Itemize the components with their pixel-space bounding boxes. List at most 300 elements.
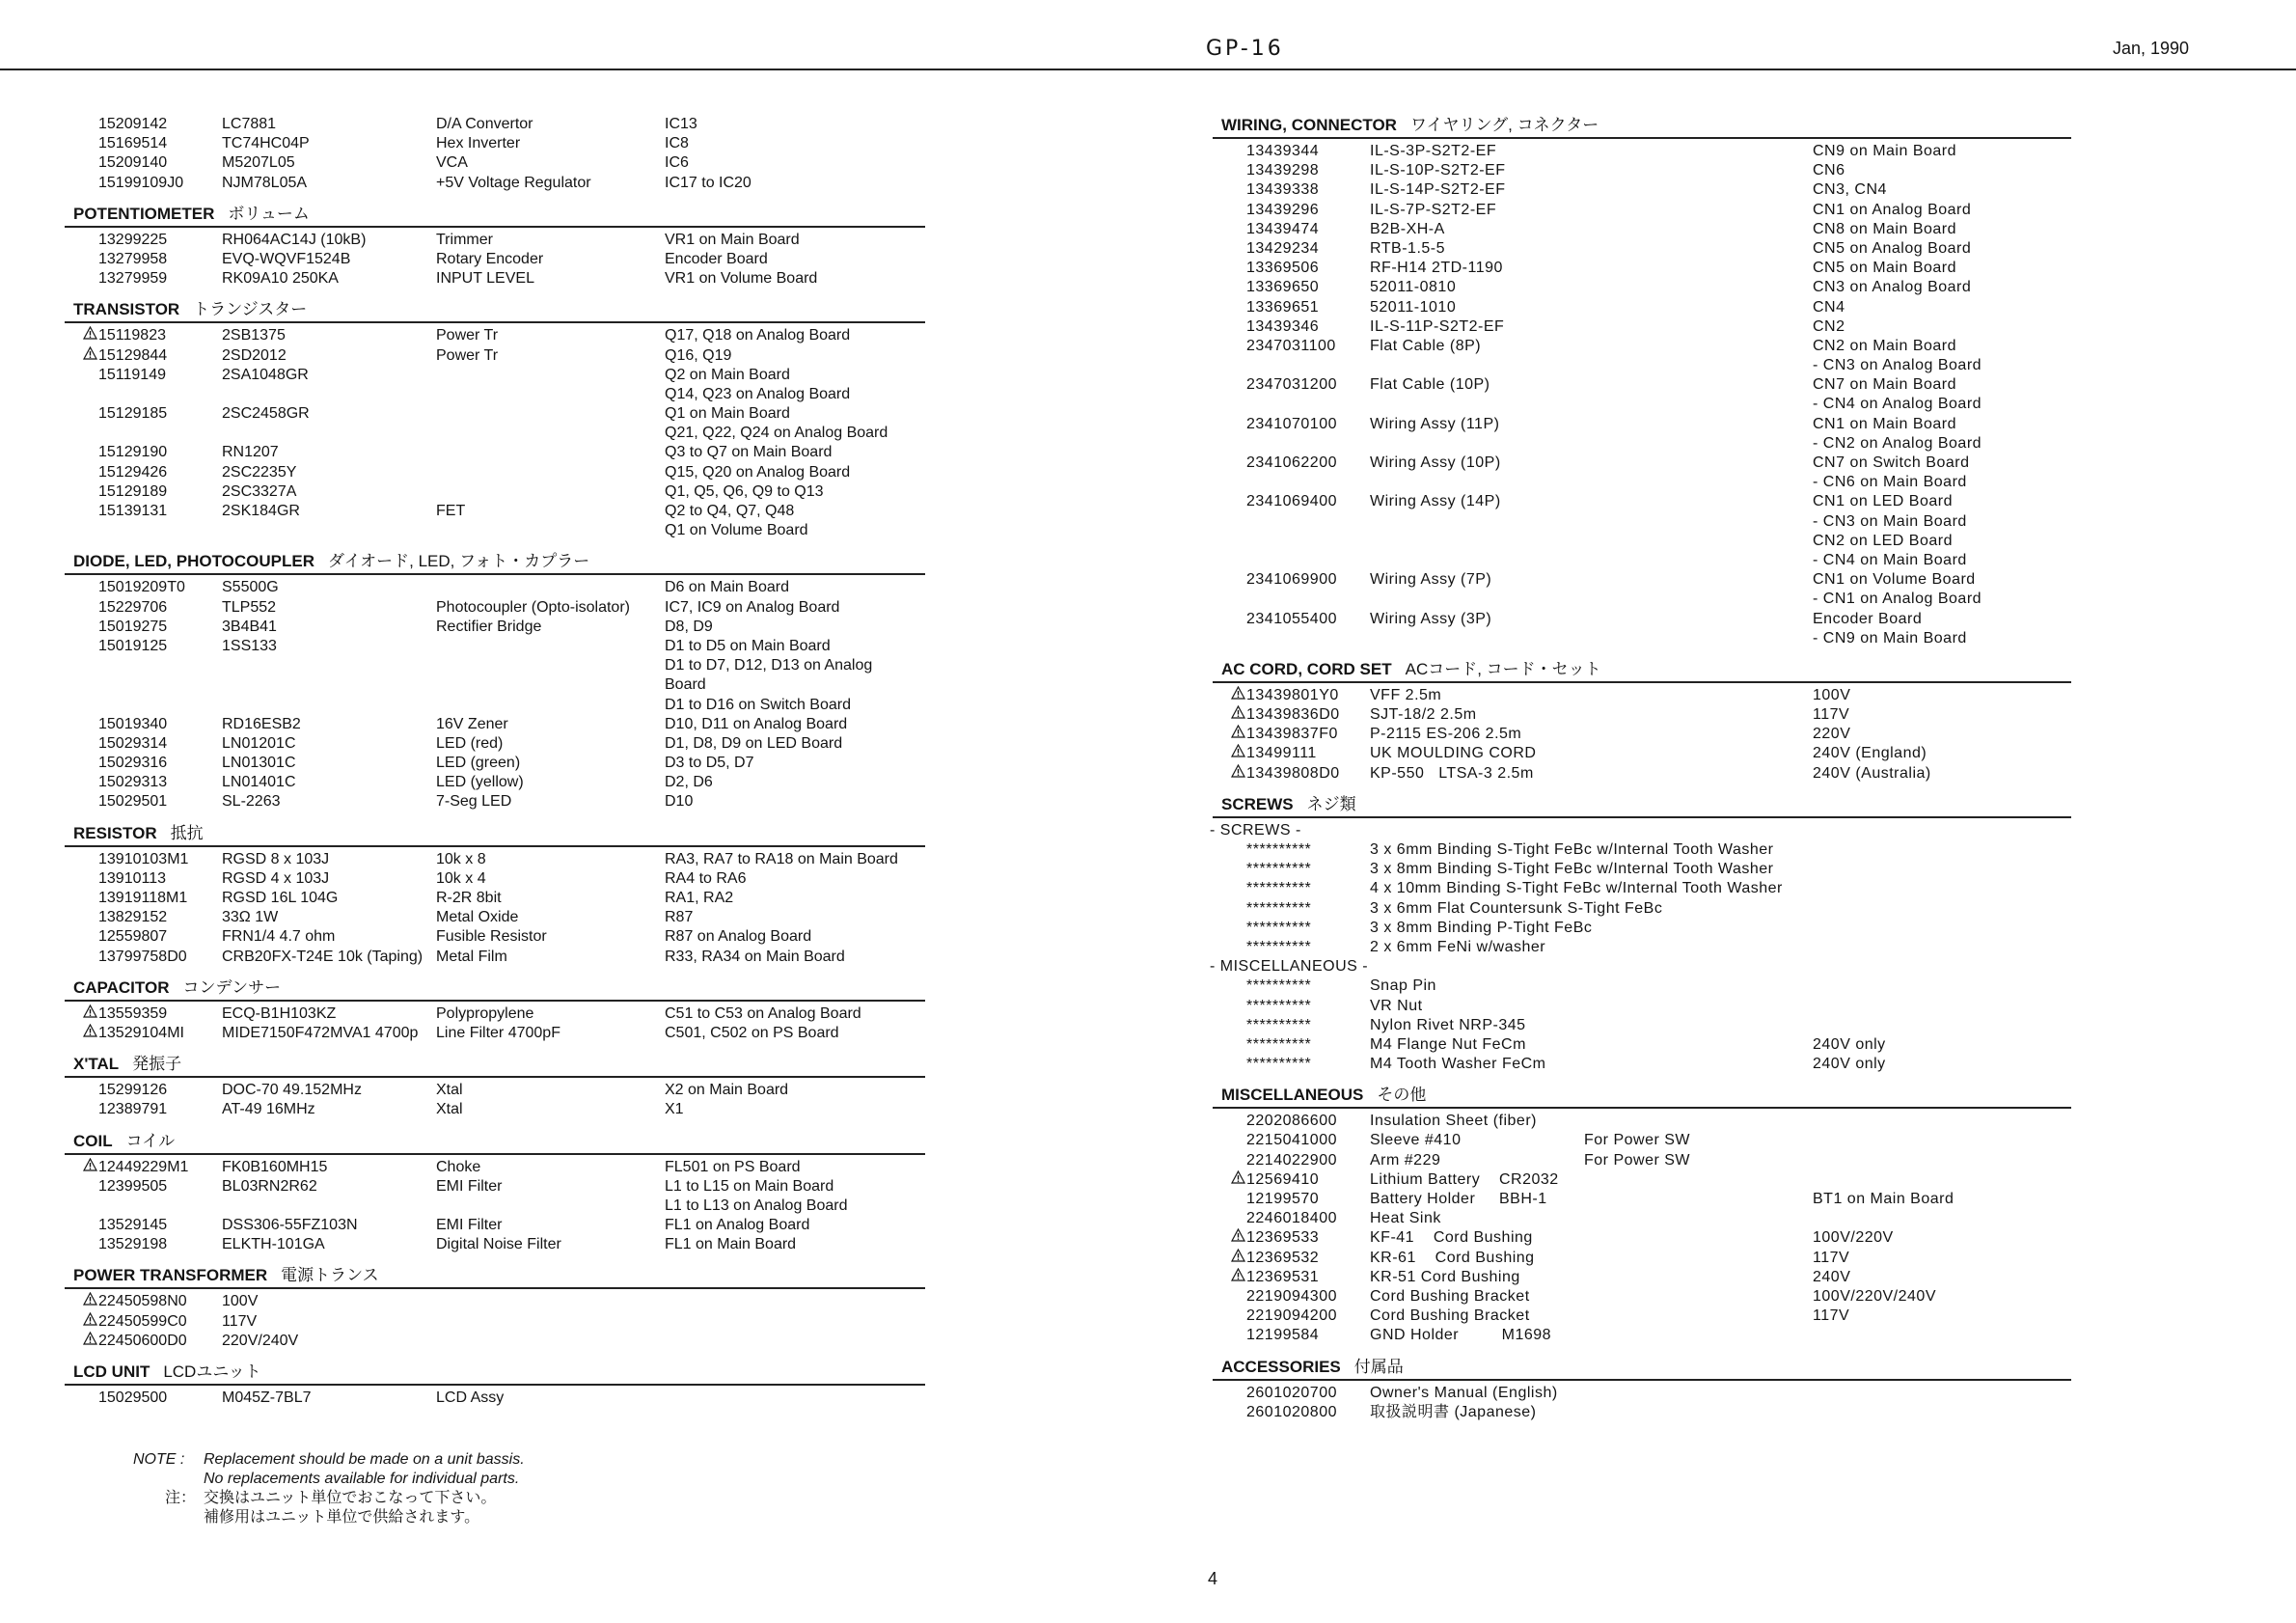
parts-section xyxy=(65,977,925,1043)
part-description: 10k x 8 xyxy=(436,850,486,867)
parts-section xyxy=(1213,1356,2071,1422)
part-location: 220V xyxy=(1813,726,1851,743)
page-number: 4 xyxy=(1208,1569,1218,1588)
safety-warning-icon xyxy=(83,1024,97,1037)
part-row xyxy=(65,174,925,193)
parts-section xyxy=(65,1130,925,1255)
part-number: 15029501 xyxy=(98,793,168,811)
part-location: Q1 on Volume Board xyxy=(665,522,808,539)
part-name: 117V xyxy=(222,1312,258,1330)
part-row xyxy=(65,1158,925,1177)
part-location: CN8 on Main Board xyxy=(1813,220,1957,237)
part-location: CN9 on Main Board xyxy=(1813,143,1957,159)
parts-section xyxy=(65,1264,925,1351)
part-name: 3B4B41 xyxy=(222,618,277,635)
section-rows xyxy=(65,847,925,967)
part-location: CN2 on LED Board xyxy=(1813,532,1953,549)
section-title-japanese: ネジ類 xyxy=(1306,794,1356,813)
part-row xyxy=(65,1235,925,1254)
part-name: Flat Cable (8P) xyxy=(1370,337,1482,354)
part-name: 100V xyxy=(222,1293,259,1310)
part-location: X2 on Main Board xyxy=(665,1082,789,1099)
part-number: 12199584 xyxy=(1246,1327,1320,1344)
part-description: Metal Oxide xyxy=(436,909,519,926)
part-row xyxy=(1213,551,2071,570)
safety-warning-icon xyxy=(83,326,97,340)
safety-warning-icon xyxy=(83,1332,97,1345)
part-name: Wiring Assy (11P) xyxy=(1370,415,1500,432)
part-name: Insulation Sheet (fiber) xyxy=(1370,1113,1537,1130)
part-description: Digital Noise Filter xyxy=(436,1236,561,1253)
section-title: AC CORD, CORD SET xyxy=(1221,659,1392,678)
part-name: LC7881 xyxy=(222,116,277,132)
part-number: 13439808D0 xyxy=(1246,764,1340,782)
part-number: 15299126 xyxy=(98,1082,168,1099)
part-name: 2SC2235Y xyxy=(222,463,297,481)
part-row xyxy=(65,715,925,734)
part-location: Encoder Board xyxy=(1813,610,1923,627)
part-row xyxy=(65,463,925,482)
part-name: FK0B160MH15 xyxy=(222,1158,328,1175)
part-description: Metal Film xyxy=(436,948,507,965)
parts-section xyxy=(65,203,925,289)
part-row xyxy=(65,1292,925,1311)
part-number: 12389791 xyxy=(98,1101,168,1118)
section-title: POWER TRANSFORMER xyxy=(73,1266,268,1285)
part-row xyxy=(1210,957,2071,977)
part-row xyxy=(1213,1016,2071,1035)
parts-section xyxy=(1213,114,2071,648)
part-location: 240V xyxy=(1813,1268,1851,1285)
part-number: 12199570 xyxy=(1246,1191,1320,1207)
part-location: RA4 to RA6 xyxy=(665,869,747,887)
part-location: VR1 on Volume Board xyxy=(665,270,818,288)
part-row xyxy=(65,250,925,269)
section-title-japanese: トランジスター xyxy=(193,300,308,319)
part-row xyxy=(1213,1170,2071,1190)
part-name: Snap Pin xyxy=(1370,977,1436,995)
part-row xyxy=(1213,434,2071,454)
section-heading xyxy=(1213,793,2071,818)
section-title-japanese: ボリューム xyxy=(228,204,310,223)
part-location: IC8 xyxy=(665,135,689,152)
part-description: D/A Convertor xyxy=(436,116,533,132)
part-location: 117V xyxy=(1813,1307,1850,1325)
part-row xyxy=(1213,337,2071,356)
part-row xyxy=(1213,860,2071,879)
parts-section xyxy=(1213,658,2071,784)
part-row xyxy=(1213,220,2071,239)
part-name: 2SC3327A xyxy=(222,482,297,500)
parts-section xyxy=(1213,1084,2071,1345)
safety-warning-icon xyxy=(1231,686,1245,700)
part-row xyxy=(65,754,925,773)
section-heading xyxy=(65,822,925,847)
part-number: 13439837F0 xyxy=(1246,726,1338,743)
part-description: INPUT LEVEL xyxy=(436,270,534,288)
part-number: 2341062200 xyxy=(1246,454,1337,471)
part-location: D6 on Main Board xyxy=(665,579,789,596)
section-rows xyxy=(1210,818,2071,1074)
part-number: 13279958 xyxy=(98,250,168,267)
part-name: UK MOULDING CORD xyxy=(1370,745,1537,762)
part-description: EMI Filter xyxy=(436,1177,503,1195)
part-location: CN1 on LED Board xyxy=(1813,493,1953,510)
part-row xyxy=(1213,532,2071,551)
part-description: LCD Assy xyxy=(436,1389,505,1406)
part-location: CN2 on Main Board xyxy=(1813,337,1957,354)
part-row xyxy=(1213,1384,2071,1403)
part-name: Wiring Assy (3P) xyxy=(1370,610,1492,627)
part-number: ********** xyxy=(1246,938,1312,955)
part-number: 15019125 xyxy=(98,637,168,654)
part-name: SL-2263 xyxy=(222,793,281,811)
part-number: 15029314 xyxy=(98,734,168,752)
part-location: C51 to C53 on Analog Board xyxy=(665,1004,861,1022)
part-location: BT1 on Main Board xyxy=(1813,1191,1954,1207)
part-name: P-2115 ES-206 2.5m xyxy=(1370,726,1522,743)
part-row xyxy=(65,869,925,889)
part-number: 22450600D0 xyxy=(98,1332,187,1349)
part-location: D3 to D5, D7 xyxy=(665,755,754,772)
part-location: CN5 on Main Board xyxy=(1813,260,1957,277)
part-number: 13559359 xyxy=(98,1004,168,1022)
part-row xyxy=(1213,997,2071,1016)
safety-warning-icon xyxy=(83,1292,97,1306)
part-location: 117V xyxy=(1813,1249,1850,1266)
part-name: S5500G xyxy=(222,579,279,596)
section-title: COIL xyxy=(73,1131,113,1150)
part-row xyxy=(1213,1403,2071,1422)
part-row xyxy=(1213,629,2071,648)
section-title-japanese: コイル xyxy=(125,1131,176,1150)
part-name: IL-S-10P-S2T2-EF xyxy=(1370,162,1506,179)
part-name: RF-H14 2TD-1190 xyxy=(1370,260,1503,277)
section-rows xyxy=(65,1386,925,1408)
section-rows xyxy=(65,1155,925,1255)
safety-warning-icon xyxy=(1231,1170,1245,1184)
section-title-japanese: 抵抗 xyxy=(170,823,204,842)
part-row xyxy=(1213,142,2071,161)
part-row xyxy=(1213,317,2071,337)
part-row xyxy=(65,1004,925,1024)
document-date: Jan, 1990 xyxy=(2113,39,2190,58)
part-number: 2341069900 xyxy=(1246,571,1337,589)
parts-section xyxy=(1210,793,2071,1074)
part-name: KR-61 Cord Bushing xyxy=(1370,1249,1535,1266)
part-name: 52011-1010 xyxy=(1370,298,1457,316)
part-name: Lithium Battery CR2032 xyxy=(1370,1170,1559,1188)
part-name: RK09A10 250KA xyxy=(222,270,339,288)
part-number: 13439346 xyxy=(1246,317,1320,335)
part-row xyxy=(65,115,925,134)
part-row xyxy=(1213,1287,2071,1307)
part-row xyxy=(65,326,925,345)
part-row xyxy=(65,927,925,947)
part-location: D10, D11 on Analog Board xyxy=(665,715,848,732)
part-number: 15129189 xyxy=(98,482,168,500)
note-jp-line-2: 補修用はユニット単位で供給されます。 xyxy=(204,1509,480,1526)
part-location: 100V xyxy=(1813,686,1851,703)
part-location: Q1, Q5, Q6, Q9 to Q13 xyxy=(665,482,824,500)
part-number: 13279959 xyxy=(98,270,168,288)
part-name: FRN1/4 4.7 ohm xyxy=(222,928,336,946)
note-jp-line-1: 交換はユニット単位でおこなって下さい。 xyxy=(204,1490,497,1506)
right-parts-column xyxy=(1210,114,2071,1422)
part-location: IC6 xyxy=(665,154,689,172)
section-rows xyxy=(65,1289,925,1351)
part-location: 240V only xyxy=(1813,1056,1886,1073)
part-row xyxy=(1213,201,2071,220)
part-number: 13529104MI xyxy=(98,1024,184,1041)
part-description: Fusible Resistor xyxy=(436,928,547,946)
part-name: 3 x 8mm Binding S-Tight FeBc w/Internal Tooth Washer xyxy=(1370,861,1774,878)
part-name: Wiring Assy (7P) xyxy=(1370,571,1492,589)
part-number: 2341070100 xyxy=(1246,415,1337,432)
part-number: 15119149 xyxy=(98,366,166,383)
part-name: 2SC2458GR xyxy=(222,405,310,423)
section-title: ACCESSORIES xyxy=(1221,1357,1341,1376)
part-row xyxy=(1213,590,2071,609)
part-number: 13829152 xyxy=(98,909,168,926)
part-name: GND Holder M1698 xyxy=(1370,1327,1552,1344)
section-title-japanese: ダイオード, LED, フォト・カプラー xyxy=(328,552,590,571)
safety-warning-icon xyxy=(1231,1228,1245,1242)
section-heading xyxy=(65,203,925,228)
part-number: 2214022900 xyxy=(1246,1151,1337,1169)
part-row xyxy=(65,502,925,521)
subgroup-label: - SCREWS - xyxy=(1210,821,1301,839)
part-location: Q1 on Main Board xyxy=(665,405,790,423)
section-heading xyxy=(1213,658,2071,683)
part-row xyxy=(65,521,925,540)
part-location: Q14, Q23 on Analog Board xyxy=(665,385,851,402)
part-description: 7-Seg LED xyxy=(436,793,512,811)
part-name: VFF 2.5m xyxy=(1370,686,1442,703)
part-location: CN1 on Main Board xyxy=(1813,415,1957,432)
part-location: IC17 to IC20 xyxy=(665,174,752,191)
section-heading xyxy=(65,977,925,1002)
part-row xyxy=(1213,415,2071,434)
safety-warning-icon xyxy=(1231,725,1245,738)
part-location: X1 xyxy=(665,1101,684,1118)
part-row xyxy=(1213,454,2071,473)
safety-warning-icon xyxy=(1231,705,1245,719)
part-number: 15209140 xyxy=(98,154,168,172)
part-name: RGSD 8 x 103J xyxy=(222,850,330,867)
safety-warning-icon xyxy=(1231,764,1245,778)
part-name: Nylon Rivet NRP-345 xyxy=(1370,1016,1526,1033)
part-description: VCA xyxy=(436,154,468,172)
part-number: 2347031100 xyxy=(1246,337,1336,354)
note-line-2: No replacements available for individual parts. xyxy=(204,1471,520,1487)
part-number: ********** xyxy=(1246,899,1312,917)
part-name: NJM78L05A xyxy=(222,174,308,191)
part-row xyxy=(65,153,925,173)
part-number: 15129426 xyxy=(98,463,168,481)
part-location: - CN6 on Main Board xyxy=(1813,474,1967,491)
part-name: TC74HC04P xyxy=(222,135,310,152)
part-row xyxy=(1213,356,2071,375)
part-location: - CN2 on Analog Board xyxy=(1813,434,1982,452)
section-heading xyxy=(65,298,925,323)
part-name: ECQ-B1H103KZ xyxy=(222,1004,337,1022)
part-location: R87 xyxy=(665,909,694,926)
section-heading xyxy=(65,1264,925,1289)
part-row xyxy=(1213,1131,2071,1150)
part-row xyxy=(65,792,925,812)
part-number: 13369650 xyxy=(1246,279,1320,296)
section-rows xyxy=(1213,1381,2071,1422)
part-number: 13439296 xyxy=(1246,201,1320,218)
part-description: 16V Zener xyxy=(436,715,508,732)
part-row xyxy=(65,889,925,908)
section-rows xyxy=(1213,1109,2071,1345)
part-row xyxy=(65,637,925,656)
part-row xyxy=(1213,512,2071,532)
part-location: D1 to D16 on Switch Board xyxy=(665,696,851,713)
part-number: 2202086600 xyxy=(1246,1113,1337,1130)
part-row xyxy=(1213,1035,2071,1055)
part-location: CN1 on Volume Board xyxy=(1813,571,1976,589)
part-description: For Power SW xyxy=(1584,1132,1691,1149)
part-location: 240V (Australia) xyxy=(1813,764,1931,782)
part-number: 15019275 xyxy=(98,618,168,635)
part-location: IC7, IC9 on Analog Board xyxy=(665,598,840,616)
part-row xyxy=(1213,161,2071,180)
header-divider xyxy=(0,69,2296,70)
part-location: Encoder Board xyxy=(665,250,768,267)
part-name: DSS306-55FZ103N xyxy=(222,1217,358,1234)
section-title: TRANSISTOR xyxy=(73,300,180,319)
part-number: 13499111 xyxy=(1246,745,1317,762)
section-title-japanese: 電源トランス xyxy=(281,1266,379,1285)
parts-section xyxy=(65,1053,925,1119)
part-name: KP-550 LTSA-3 2.5m xyxy=(1370,764,1534,782)
part-name: RTB-1.5-5 xyxy=(1370,239,1446,257)
part-number: ********** xyxy=(1246,997,1312,1014)
part-name: 3 x 6mm Flat Countersunk S-Tight FeBc xyxy=(1370,899,1663,917)
part-location: D1, D8, D9 on LED Board xyxy=(665,734,843,752)
section-title: RESISTOR xyxy=(73,823,157,842)
safety-warning-icon xyxy=(83,1158,97,1171)
part-name: SJT-18/2 2.5m xyxy=(1370,706,1477,724)
part-row xyxy=(65,1100,925,1119)
part-name: B2B-XH-A xyxy=(1370,220,1445,237)
part-row xyxy=(1213,473,2071,492)
section-rows xyxy=(65,115,925,193)
part-row xyxy=(1213,879,2071,898)
part-name: 4 x 10mm Binding S-Tight FeBc w/Internal Tooth Washer xyxy=(1370,880,1783,897)
part-name: 1SS133 xyxy=(222,637,277,654)
part-number: 15139131 xyxy=(98,503,168,519)
part-name: 33Ω 1W xyxy=(222,909,279,926)
part-location: CN3 on Analog Board xyxy=(1813,279,1972,296)
part-location: CN1 on Analog Board xyxy=(1813,201,1972,218)
part-number: 12369531 xyxy=(1246,1268,1320,1285)
part-number: 2246018400 xyxy=(1246,1210,1337,1227)
part-name: M045Z-7BL7 xyxy=(222,1389,312,1406)
part-name: IL-S-11P-S2T2-EF xyxy=(1370,317,1505,335)
part-location: C501, C502 on PS Board xyxy=(665,1024,839,1041)
part-location: Q3 to Q7 on Main Board xyxy=(665,444,833,461)
part-row xyxy=(1213,239,2071,259)
part-name: LN01301C xyxy=(222,755,296,772)
section-heading xyxy=(65,1361,925,1386)
part-name: Wiring Assy (14P) xyxy=(1370,493,1501,510)
document-model-title: GP-16 xyxy=(1206,37,1284,61)
part-row xyxy=(1213,1055,2071,1074)
part-number: ********** xyxy=(1246,1016,1312,1033)
part-number: 12569410 xyxy=(1246,1170,1320,1188)
part-name: Heat Sink xyxy=(1370,1210,1441,1227)
part-row xyxy=(1213,919,2071,938)
part-name: KF-41 Cord Bushing xyxy=(1370,1229,1533,1247)
part-location: Board xyxy=(665,676,706,694)
part-number: 13439338 xyxy=(1246,181,1320,199)
section-heading xyxy=(65,550,925,575)
part-name: Cord Bushing Bracket xyxy=(1370,1287,1530,1305)
part-name: Sleeve #410 xyxy=(1370,1132,1462,1149)
part-name: Owner's Manual (English) xyxy=(1370,1384,1558,1401)
part-location: FL1 on Analog Board xyxy=(665,1217,810,1234)
section-title: WIRING, CONNECTOR xyxy=(1221,116,1397,134)
part-location: VR1 on Main Board xyxy=(665,231,800,248)
part-name: 220V/240V xyxy=(222,1332,299,1349)
part-description: Line Filter 4700pF xyxy=(436,1024,560,1041)
part-row xyxy=(1213,725,2071,744)
part-row xyxy=(65,1177,925,1197)
part-location: D2, D6 xyxy=(665,774,713,791)
part-row xyxy=(1213,705,2071,725)
part-row xyxy=(65,482,925,502)
part-number: ********** xyxy=(1246,1035,1312,1053)
part-location: CN6 xyxy=(1813,162,1845,179)
part-row xyxy=(65,269,925,289)
part-name: 2SD2012 xyxy=(222,346,287,364)
section-title: POTENTIOMETER xyxy=(73,204,215,223)
part-row xyxy=(1213,570,2071,590)
part-location: - CN3 on Analog Board xyxy=(1813,357,1982,374)
part-number: 13369651 xyxy=(1246,298,1320,316)
safety-warning-icon xyxy=(1231,1249,1245,1262)
part-row xyxy=(1213,1112,2071,1131)
part-row xyxy=(65,618,925,637)
part-row xyxy=(1213,259,2071,278)
part-row xyxy=(1213,1190,2071,1209)
part-number: 15119823 xyxy=(98,327,166,344)
part-location: - CN4 on Main Board xyxy=(1813,551,1967,568)
part-row xyxy=(65,656,925,675)
section-title: DIODE, LED, PHOTOCOUPLER xyxy=(73,552,314,571)
part-row xyxy=(65,773,925,792)
part-location: Q15, Q20 on Analog Board xyxy=(665,463,851,481)
part-name: ELKTH-101GA xyxy=(222,1236,325,1253)
part-name: IL-S-7P-S2T2-EF xyxy=(1370,201,1497,218)
section-rows xyxy=(65,575,925,812)
part-location: 117V xyxy=(1813,706,1850,724)
part-name: RD16ESB2 xyxy=(222,715,301,732)
part-row xyxy=(65,404,925,424)
part-location: - CN1 on Analog Board xyxy=(1813,591,1982,608)
part-name: IL-S-3P-S2T2-EF xyxy=(1370,143,1497,159)
part-number: 13439298 xyxy=(1246,162,1320,179)
part-name: 3 x 8mm Binding P-Tight FeBc xyxy=(1370,919,1593,936)
part-number: 13919118M1 xyxy=(98,890,188,906)
part-name: 2SB1375 xyxy=(222,327,286,344)
part-row xyxy=(1213,1209,2071,1228)
part-description: LED (red) xyxy=(436,734,504,752)
